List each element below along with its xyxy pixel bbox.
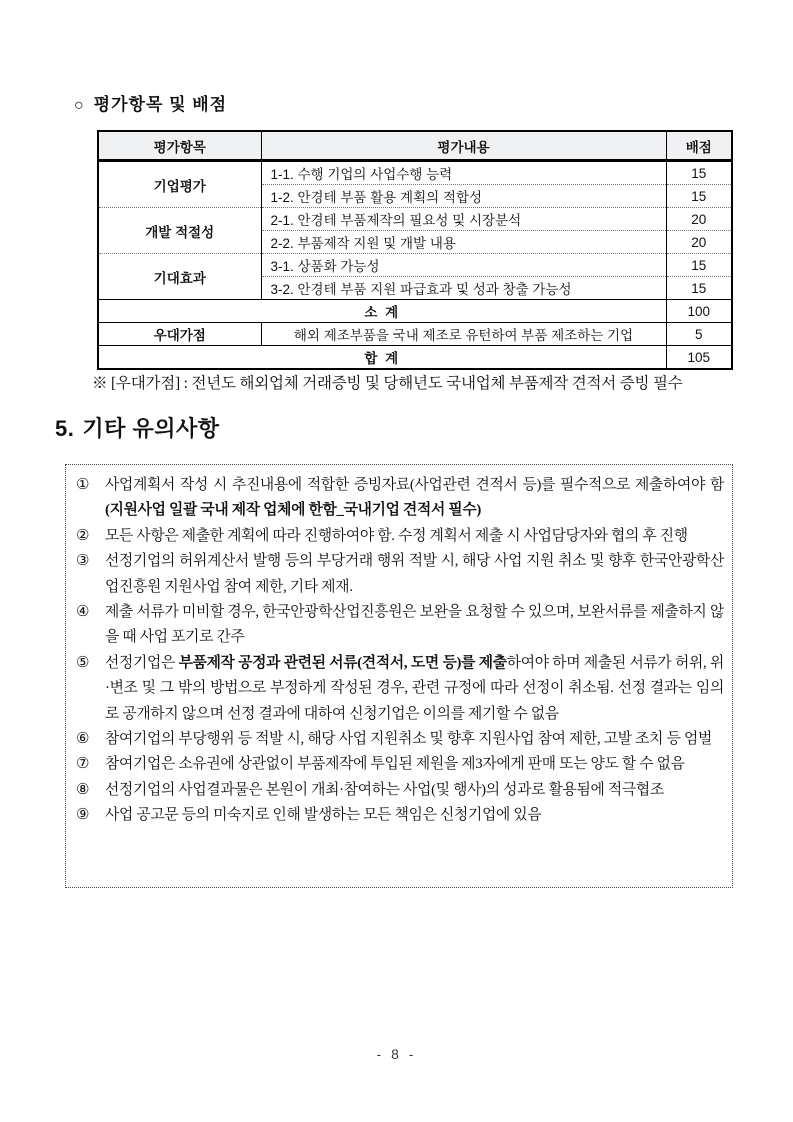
page-number: - 8 - [376,1046,417,1062]
score-cell: 20 [666,208,732,231]
column-header-item: 평가항목 [98,131,261,161]
content-cell: 3-1. 상품화 가능성 [261,254,666,277]
notice-text: 사업 공고문 등의 미숙지로 인해 발생하는 모든 책임은 신청기업에 있음 [105,807,542,824]
notice-item [76,524,724,549]
content-cell: 1-1. 수행 기업의 사업수행 능력 [261,161,666,185]
notice-item [76,752,724,777]
notice-item [76,549,724,600]
score-cell: 15 [666,185,732,208]
notice-item [76,803,724,828]
notice-text: 모든 사항은 제출한 계획에 따라 진행하여야 함. 수정 계획서 제출 시 사업담당자와 협의 후 진행 [105,527,688,544]
column-header-content: 평가내용 [261,131,666,161]
notice-text: 선정기업의 허위계산서 발행 등의 부당거래 행위 적발 시, 해당 사업 지원 취소 및 향후 한국안광학산업진흥원 지원사업 참여 제한, 기타 제재. [105,553,724,595]
notice-number: ② [76,527,90,544]
category-cell: 우대가점 [98,323,261,346]
sum-label-cell: 소 계 [98,300,666,323]
score-cell: 15 [666,254,732,277]
sum-label-cell: 합 계 [98,346,666,370]
notice-item [76,778,724,803]
total-row [98,346,732,370]
score-cell: 105 [666,346,732,370]
notes-section-heading [55,412,219,443]
category-cell: 기대효과 [98,254,261,300]
category-cell: 기업평가 [98,161,261,208]
bonus-row [98,323,732,346]
notice-text: 참여기업은 소유권에 상관없이 부품제작에 투입된 제원을 제3자에게 판매 또는 양도 할 수 없음 [105,756,685,773]
column-header-score: 배점 [666,131,732,161]
notice-number: ⑥ [76,731,90,748]
notice-text: 선정기업의 사업결과물은 본원이 개최·참여하는 사업(및 행사)의 성과로 활용됨에 적극협조 [105,781,664,798]
score-cell: 5 [666,323,732,346]
section-number: 5. [55,416,75,441]
notice-number: ① [76,477,90,493]
notice-item [76,473,724,524]
score-cell: 100 [666,300,732,323]
score-cell: 20 [666,231,732,254]
eval-section-title: 평가항목 및 배점 [93,95,228,114]
notice-number: ⑤ [76,654,90,671]
notice-number: ⑦ [76,756,90,773]
bonus-footnote: ※ [우대가점] : 전년도 해외업체 거래증빙 및 당해년도 국내업체 부품제작 견적서 증빙 필수 [92,375,683,392]
content-cell: 2-1. 안경테 부품제작의 필요성 및 시장분석 [261,208,666,231]
circle-bullet-icon: ○ [74,97,85,114]
table-row [98,254,732,277]
table-header-row [98,131,732,161]
content-cell: 1-2. 안경테 부품 활용 계획의 적합성 [261,185,666,208]
notice-number: ④ [76,604,90,621]
category-cell: 개발 적절성 [98,208,261,254]
notice-item [76,651,724,727]
notice-text: 참여기업의 부당행위 등 적발 시, 해당 사업 지원취소 및 향후 지원사업 참여 제한, 고발 조치 등 엄벌 [105,731,712,748]
notices-box [65,464,733,888]
content-cell: 2-2. 부품제작 지원 및 개발 내용 [261,231,666,254]
notice-text: 사업계획서 작성 시 추진내용에 적합한 증빙자료(사업관련 견적서 등)를 필수적으로 제출하여야 함 (지원사업 일괄 국내 제작 업체에 한함_국내기업 견적서 필수) [105,477,724,519]
notice-number: ③ [76,553,90,570]
notice-number: ⑧ [76,781,90,798]
table-row [98,161,732,185]
notice-text: 선정기업은 부품제작 공정과 관련된 서류(견적서, 도면 등)를 제출하여야 하며 제출된 서류가 허위, 위·변조 및 그 밖의 방법으로 부정하게 작성된 경우, 관련 규정에 따라 선정이 취소됨. 선정 결과는 임의로 공개하지 않으며 선정 결과에 대하여 신청기업은 이의를 제기할 수 없음 [105,654,725,722]
eval-section-heading [74,90,227,115]
notice-number: ⑨ [76,807,90,824]
table-row [98,208,732,231]
content-cell: 해외 제조부품을 국내 제조로 유턴하여 부품 제조하는 기업 [261,323,666,346]
content-cell: 3-2. 안경테 부품 지원 파급효과 및 성과 창출 가능성 [261,277,666,300]
evaluation-table [97,130,733,370]
score-cell: 15 [666,161,732,185]
score-cell: 15 [666,277,732,300]
subtotal-row [98,300,732,323]
notice-text: 제출 서류가 미비할 경우, 한국안광학산업진흥원은 보완을 요청할 수 있으며, 보완서류를 제출하지 않을 때 사업 포기로 간주 [105,604,724,646]
notice-item [76,727,724,752]
notice-item [76,600,724,651]
notes-section-title: 기타 유의사항 [82,416,220,441]
